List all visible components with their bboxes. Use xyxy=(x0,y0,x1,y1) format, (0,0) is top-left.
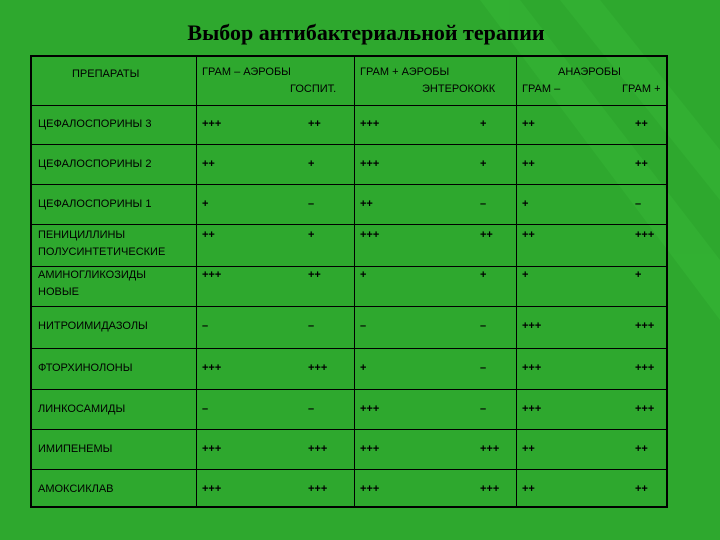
activity-value: +++ xyxy=(202,483,222,495)
activity-value: + xyxy=(480,158,487,170)
activity-value: – xyxy=(308,320,315,332)
table-row xyxy=(32,430,666,470)
activity-value: – xyxy=(308,403,315,415)
antibiotic-table xyxy=(30,55,668,508)
column-divider xyxy=(196,57,197,506)
drug-name: ЦЕФАЛОСПОРИНЫ 2 xyxy=(38,158,152,170)
activity-value: + xyxy=(308,229,315,241)
activity-value: + xyxy=(480,118,487,130)
drug-name: АМИНОГЛИКОЗИДЫ xyxy=(38,269,146,281)
drug-name: ЦЕФАЛОСПОРИНЫ 1 xyxy=(38,198,152,210)
activity-value: + xyxy=(480,269,487,281)
activity-value: – xyxy=(480,320,487,332)
activity-value: – xyxy=(360,320,367,332)
activity-value: +++ xyxy=(202,118,222,130)
header-gram-neg-hosp: ГОСПИТ. xyxy=(290,83,337,95)
activity-value: +++ xyxy=(360,403,380,415)
drug-name: АМОКСИКЛАВ xyxy=(38,483,114,495)
activity-value: ++ xyxy=(522,229,535,241)
activity-value: +++ xyxy=(360,443,380,455)
table-row xyxy=(32,105,666,145)
activity-value: – xyxy=(480,403,487,415)
activity-value: + xyxy=(360,362,367,374)
activity-value: +++ xyxy=(635,320,655,332)
activity-value: ++ xyxy=(308,118,321,130)
activity-value: +++ xyxy=(480,483,500,495)
activity-value: – xyxy=(202,320,209,332)
column-divider xyxy=(516,57,517,506)
activity-value: +++ xyxy=(635,403,655,415)
activity-value: +++ xyxy=(360,158,380,170)
activity-value: +++ xyxy=(360,229,380,241)
activity-value: + xyxy=(202,198,209,210)
activity-value: – xyxy=(480,198,487,210)
drug-name: ЛИНКОСАМИДЫ xyxy=(38,403,126,415)
header-anaerobes-gram-pos: ГРАМ + xyxy=(622,83,661,95)
activity-value: +++ xyxy=(522,362,542,374)
header-anaerobes-gram-neg: ГРАМ – xyxy=(522,83,561,95)
activity-value: ++ xyxy=(202,229,215,241)
activity-value: – xyxy=(202,403,209,415)
column-divider xyxy=(354,57,355,506)
activity-value: +++ xyxy=(635,362,655,374)
drug-name-line2: НОВЫЕ xyxy=(38,286,79,298)
activity-value: +++ xyxy=(360,118,380,130)
activity-value: + xyxy=(522,198,529,210)
activity-value: +++ xyxy=(522,320,542,332)
activity-value: – xyxy=(308,198,315,210)
activity-value: ++ xyxy=(635,118,648,130)
table-row xyxy=(32,145,666,185)
activity-value: – xyxy=(635,198,642,210)
activity-value: ++ xyxy=(308,269,321,281)
activity-value: ++ xyxy=(522,158,535,170)
activity-value: +++ xyxy=(202,362,222,374)
drug-name-line2: ПОЛУСИНТЕТИЧЕСКИЕ xyxy=(38,246,166,258)
drug-name: НИТРОИМИДАЗОЛЫ xyxy=(38,320,148,332)
table-row xyxy=(32,307,666,349)
header-gram-pos-aerobes: ГРАМ + АЭРОБЫ xyxy=(360,66,450,78)
header-gram-neg-aerobes: ГРАМ – АЭРОБЫ xyxy=(202,66,291,78)
activity-value: +++ xyxy=(635,229,655,241)
drug-name: ЦЕФАЛОСПОРИНЫ 3 xyxy=(38,118,152,130)
activity-value: – xyxy=(480,362,487,374)
header-anaerobes: АНАЭРОБЫ xyxy=(558,66,621,78)
activity-value: +++ xyxy=(308,362,328,374)
activity-value: + xyxy=(360,269,367,281)
table-row xyxy=(32,225,666,267)
activity-value: + xyxy=(522,269,529,281)
activity-value: + xyxy=(308,158,315,170)
header-drugs: ПРЕПАРАТЫ xyxy=(72,68,140,80)
activity-value: ++ xyxy=(522,443,535,455)
activity-value: +++ xyxy=(360,483,380,495)
activity-value: +++ xyxy=(308,443,328,455)
slide-title: Выбор антибактериальной терапии xyxy=(187,20,545,45)
activity-value: +++ xyxy=(522,403,542,415)
activity-value: ++ xyxy=(360,198,373,210)
activity-value: ++ xyxy=(202,158,215,170)
drug-name: ПЕНИЦИЛЛИНЫ xyxy=(38,229,126,241)
drug-name: ИМИПЕНЕМЫ xyxy=(38,443,113,455)
table-row xyxy=(32,349,666,390)
table-row xyxy=(32,390,666,430)
activity-value: +++ xyxy=(202,443,222,455)
table-row xyxy=(32,470,666,505)
table-header-row xyxy=(32,57,666,106)
activity-value: ++ xyxy=(635,443,648,455)
activity-value: +++ xyxy=(308,483,328,495)
table-row xyxy=(32,185,666,225)
activity-value: ++ xyxy=(635,158,648,170)
activity-value: ++ xyxy=(522,118,535,130)
table-row xyxy=(32,265,666,307)
activity-value: +++ xyxy=(202,269,222,281)
header-enterococcus: ЭНТЕРОКОКК xyxy=(422,83,496,95)
activity-value: ++ xyxy=(635,483,648,495)
activity-value: ++ xyxy=(522,483,535,495)
drug-name: ФТОРХИНОЛОНЫ xyxy=(38,362,133,374)
activity-value: + xyxy=(635,269,642,281)
activity-value: +++ xyxy=(480,443,500,455)
activity-value: ++ xyxy=(480,229,493,241)
